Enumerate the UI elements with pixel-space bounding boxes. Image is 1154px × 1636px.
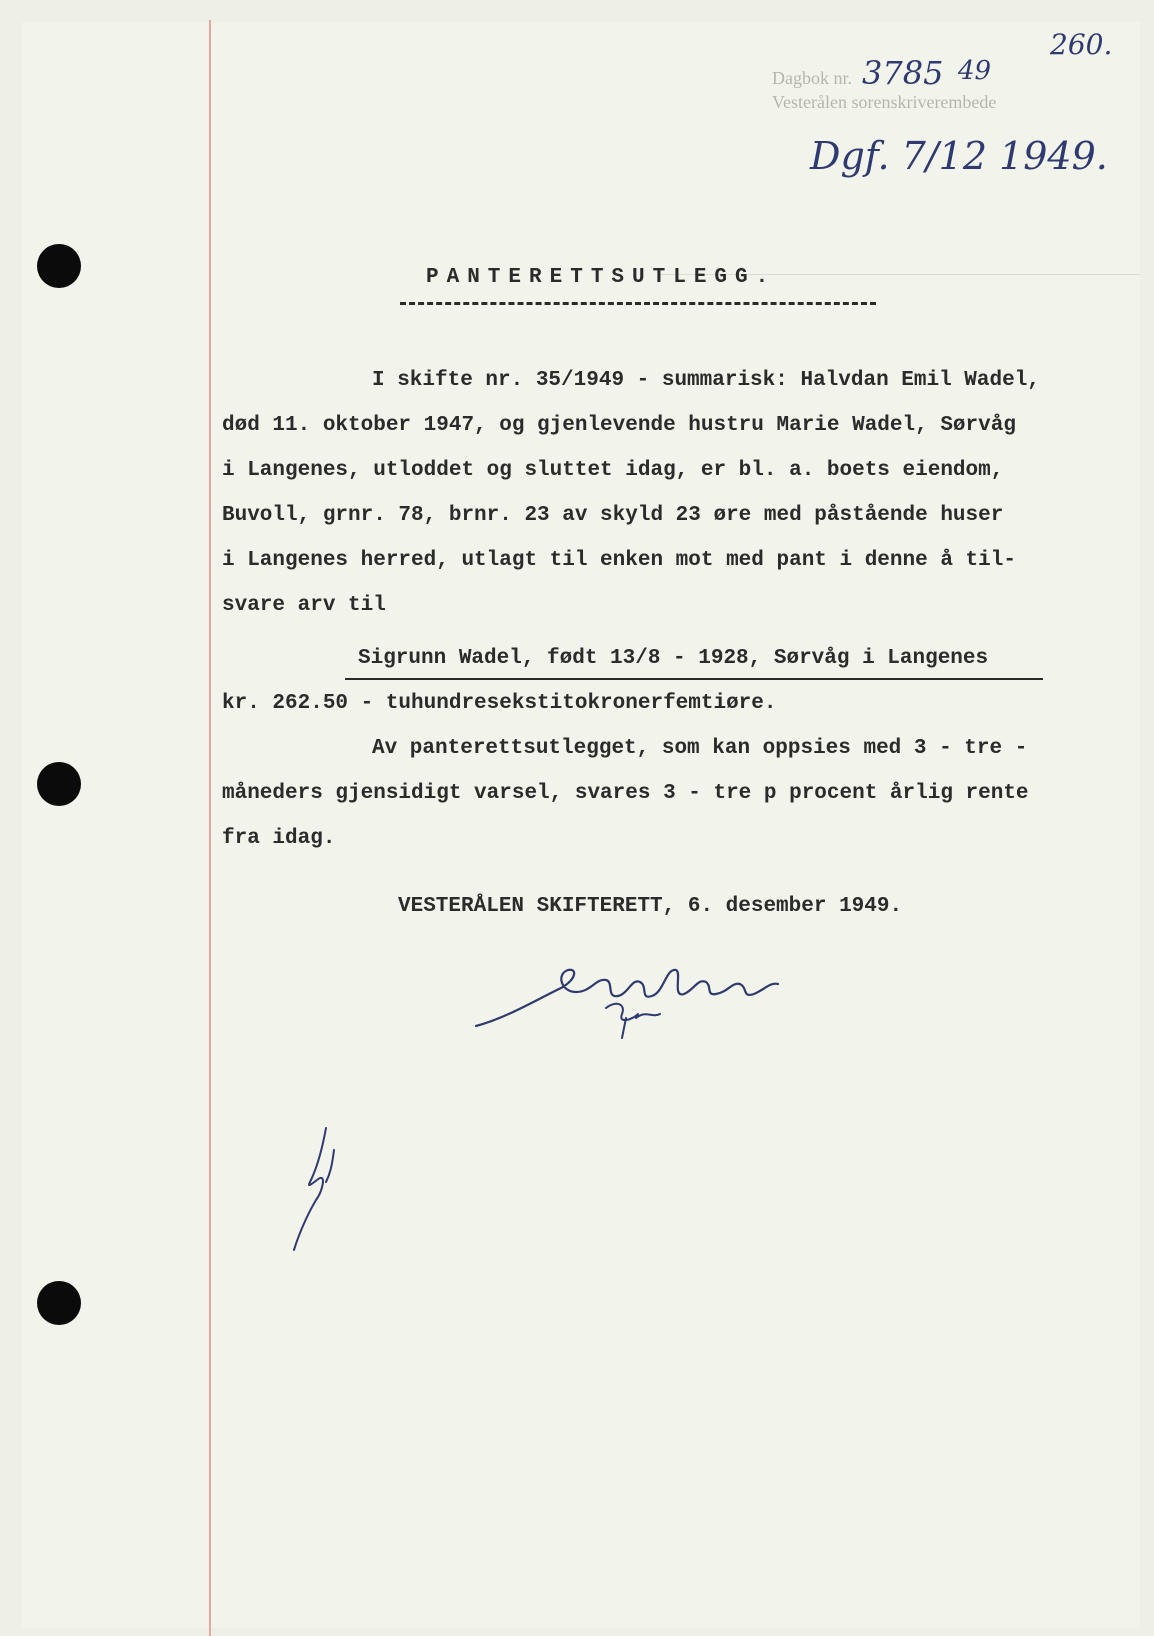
initials-mark [286, 1120, 366, 1260]
paragraph2-line2: måneders gjensidigt varsel, svares 3 - tre p procent årlig rente [222, 782, 1029, 805]
paragraph1-line4: Buvoll, grnr. 78, brnr. 23 av skyld 23 øre med påstående huser [222, 504, 1004, 527]
beneficiary-underline [345, 678, 1043, 680]
document-page [22, 22, 1140, 1628]
stamp-prefix: Dagbok nr. [772, 68, 852, 88]
journal-number: 3785 [862, 54, 944, 92]
journal-year: 49 [958, 56, 992, 86]
paragraph2-line1: Av panterettsutlegget, som kan oppsies med 3 - tre - [372, 737, 1028, 760]
punch-hole [37, 244, 81, 288]
signature [466, 948, 796, 1068]
amount-line: kr. 262.50 - tuhundresekstitokronerfemtiøre. [222, 692, 777, 715]
journal-stamp-line1 [772, 68, 852, 89]
paragraph1-line3: i Langenes, utloddet og sluttet idag, er bl. a. boets eiendom, [222, 459, 1004, 482]
punch-hole [37, 1281, 81, 1325]
court-line: VESTERÅLEN SKIFTERETT, 6. desember 1949. [398, 895, 903, 918]
margin-line [209, 20, 211, 1636]
journal-stamp-line2: Vesterålen sorenskriverembede [772, 92, 997, 112]
paragraph2-line3: fra idag. [222, 827, 336, 850]
punch-hole [37, 762, 81, 806]
paragraph1-line6: svare arv til [222, 594, 386, 617]
document-title: PANTERETTSUTLEGG. [426, 266, 777, 289]
paragraph1-line2: død 11. oktober 1947, og gjenlevende hustru Marie Wadel, Sørvåg [222, 414, 1016, 437]
registered-note: Dgf. 7/12 1949. [810, 134, 1108, 178]
beneficiary-line: Sigrunn Wadel, født 13/8 - 1928, Sørvåg i Langenes [358, 647, 989, 670]
paragraph1-line5: i Langenes herred, utlagt til enken mot med pant i denne å til- [222, 549, 1016, 572]
title-rule [400, 302, 876, 305]
paragraph1-line1: I skifte nr. 35/1949 - summarisk: Halvdan Emil Wadel, [372, 369, 1040, 392]
page-number: 260. [1050, 28, 1113, 61]
